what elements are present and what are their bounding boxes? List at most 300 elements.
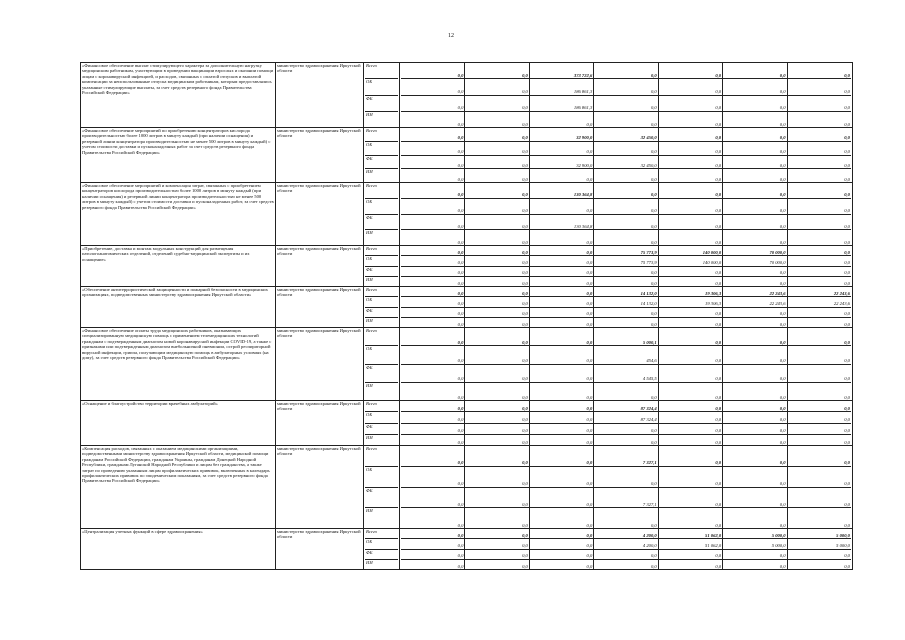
value: 0,0 [659, 183, 723, 198]
value: 0,0 [659, 467, 723, 487]
value: 0,0 [530, 365, 594, 382]
values-cell [400, 128, 853, 183]
value: 32 900,0 [530, 156, 594, 169]
value: 0,0 [465, 365, 529, 382]
values-row [401, 424, 851, 435]
value: 0,0 [401, 529, 465, 538]
value: 0,0 [659, 308, 723, 317]
value: 0,0 [530, 169, 594, 182]
value: 0,0 [659, 328, 723, 345]
value: 130 364,8 [530, 183, 594, 198]
value: 0,0 [530, 401, 594, 411]
values-row [401, 156, 851, 170]
value: 0,0 [844, 405, 850, 411]
value: 0,0 [594, 215, 658, 230]
value: 186 861,3 [530, 79, 594, 94]
value: 0,0 [844, 321, 850, 327]
value: 0,0 [844, 501, 850, 507]
value: 0,0 [465, 79, 529, 94]
funding-source-label: ИИ [366, 111, 373, 117]
funding-source-label: ОБ [365, 79, 398, 95]
value: 0,0 [723, 199, 787, 214]
value: 0,0 [659, 446, 723, 466]
value: 0,0 [401, 412, 465, 422]
responsible-department: министерство здравоохранения Иркутской области [276, 401, 364, 446]
funding-source-label: Всего [365, 287, 398, 297]
funding-sources-cell [364, 401, 400, 446]
value: 0,0 [844, 563, 850, 569]
value: 4 200,0 [594, 539, 658, 548]
value: 0,0 [723, 96, 787, 111]
value: 0,0 [401, 128, 465, 141]
value: 0,0 [465, 63, 529, 78]
value: 0,0 [723, 128, 787, 141]
value: 0,0 [844, 460, 850, 466]
value: 0,0 [530, 142, 594, 155]
value: 0,0 [723, 467, 787, 487]
value: 0,0 [401, 112, 465, 127]
responsible-department: министерство здравоохранения Иркутской области [276, 183, 364, 246]
values-row [401, 215, 851, 231]
value: 0,0 [723, 446, 787, 466]
value: 0,0 [844, 249, 850, 255]
value: 0,0 [844, 439, 850, 445]
value: 0,0 [401, 383, 465, 400]
value: 0,0 [594, 277, 658, 286]
table-row [81, 328, 853, 401]
value: 0,0 [401, 230, 465, 245]
value: 87 324,4 [594, 412, 658, 422]
funding-source-label: ОБ [365, 297, 398, 307]
value: 0,0 [659, 267, 723, 276]
funding-source-label: ФБ [365, 156, 398, 170]
value: 0,0 [844, 376, 850, 382]
funding-source-label: ФБ [365, 267, 398, 277]
values-cell [400, 328, 853, 401]
value: 0,0 [594, 79, 658, 94]
funding-source-label: Всего [365, 183, 398, 199]
values-cell [400, 183, 853, 246]
value: 0,0 [723, 112, 787, 127]
value: 0,0 [723, 328, 787, 345]
funding-source-label: ИИ [366, 434, 373, 440]
activity-description: «Обеспечение антитеррористической защищенности и пожарной безопасности в медицинских организациях, подведомственных министерству здравоохранения Иркутской области» [81, 287, 276, 328]
funding-source-label: ФБ [365, 424, 398, 435]
value: 0,0 [594, 96, 658, 111]
value: 0,0 [530, 230, 594, 245]
value: 0,0 [401, 318, 465, 327]
table-row [81, 128, 853, 183]
values-row [401, 539, 851, 549]
value: 0,0 [659, 199, 723, 214]
value: 0,0 [401, 287, 465, 296]
value: 0,0 [401, 246, 465, 255]
value: 0,0 [659, 508, 723, 528]
value: 0,0 [465, 435, 529, 445]
table-row [81, 63, 853, 128]
funding-source-label: ФБ [365, 96, 398, 112]
value: 0,0 [723, 412, 787, 422]
value: 0,0 [530, 424, 594, 434]
funding-source-label: Всего [365, 328, 398, 346]
value: 0,0 [530, 412, 594, 422]
value: 0,0 [465, 199, 529, 214]
value: 0,0 [465, 142, 529, 155]
value: 0,0 [723, 383, 787, 400]
value: 0,0 [659, 277, 723, 286]
budget-table [80, 62, 853, 570]
value: 0,0 [844, 208, 850, 214]
value: 140 000,0 [659, 256, 723, 265]
value: 0,0 [723, 508, 787, 528]
value: 0,0 [465, 246, 529, 255]
value: 0,0 [723, 142, 787, 155]
value: 0,0 [401, 199, 465, 214]
values-row [401, 328, 851, 346]
value: 0,0 [530, 446, 594, 466]
values-row [401, 287, 851, 297]
value: 0,0 [723, 318, 787, 327]
value: 0,0 [659, 63, 723, 78]
funding-sources-cell [364, 328, 400, 401]
value: 0,0 [530, 277, 594, 286]
funding-source-label: Всего [365, 529, 398, 539]
funding-source-label: ОБ [365, 467, 398, 488]
funding-source-label: ОБ [365, 412, 398, 423]
value: 454,6 [594, 346, 658, 363]
value: 87 324,4 [594, 401, 658, 411]
value: 0,0 [465, 277, 529, 286]
value: 0,0 [530, 560, 594, 569]
value: 0,0 [530, 308, 594, 317]
value: 4 200,0 [594, 529, 658, 538]
activity-description: «Приобретение, доставка и монтаж модульных конструкций для размещения патологоанатомических отделений, отделений судебно-медицинской экспертизы и их оснащение» [81, 246, 276, 287]
value: 0,0 [465, 156, 529, 169]
values-row [401, 446, 851, 467]
value: 0,0 [401, 446, 465, 466]
value: 0,0 [401, 169, 465, 182]
value: 0,0 [659, 79, 723, 94]
value: 0,0 [659, 96, 723, 111]
value: 0,0 [530, 318, 594, 327]
value: 0,0 [594, 169, 658, 182]
value: 0,0 [659, 112, 723, 127]
values-cell [400, 287, 853, 328]
value: 0,0 [659, 142, 723, 155]
activity-description: «Финансовое обеспечение мероприятий по приобретению концентраторов кислорода производительностью более 1000 литров в минуту каждый (при наличии оснащения) и резервной линии концентратора производительностью не менее 500 литров в минуту каждый) с учетом стоимости доставки и пусконаладочных работ за счет средств резервного фонда Правительства Российской Федерации» [81, 128, 276, 183]
funding-source-label: Всего [365, 401, 398, 412]
value: 32 900,0 [530, 128, 594, 141]
value: 0,0 [465, 488, 529, 508]
value: 0,0 [844, 260, 850, 266]
value: 70 000,0 [723, 256, 787, 265]
value: 0,0 [723, 63, 787, 78]
value: 0,0 [594, 383, 658, 400]
funding-source-label: ФБ [365, 488, 398, 509]
value: 0,0 [401, 488, 465, 508]
funding-source-label: ОБ [365, 256, 398, 266]
value: 0,0 [465, 287, 529, 296]
value: 0,0 [844, 239, 850, 245]
values-row [401, 488, 851, 509]
value: 0,0 [844, 311, 850, 317]
value: 14 132,0 [594, 297, 658, 306]
value: 0,0 [465, 446, 529, 466]
value: 0,0 [401, 308, 465, 317]
value: 7 327,1 [594, 488, 658, 508]
value: 0,0 [530, 246, 594, 255]
value: 0,0 [723, 169, 787, 182]
value: 0,0 [844, 105, 850, 111]
values-row [401, 435, 851, 445]
value: 0,0 [594, 467, 658, 487]
values-row [401, 96, 851, 112]
funding-sources-cell [364, 128, 400, 183]
value: 5 000,0 [836, 543, 850, 549]
values-row [401, 308, 851, 318]
value: 5 000,0 [723, 539, 787, 548]
value: 0,0 [401, 424, 465, 434]
value: 0,0 [401, 267, 465, 276]
values-row [401, 63, 851, 79]
value: 0,0 [844, 162, 850, 168]
value: 0,0 [465, 383, 529, 400]
value: 0,0 [401, 401, 465, 411]
value: 4 545,5 [594, 365, 658, 382]
value: 0,0 [465, 467, 529, 487]
value: 0,0 [594, 560, 658, 569]
values-row [401, 560, 851, 569]
value: 0,0 [401, 346, 465, 363]
table-row [81, 401, 853, 446]
activity-description: «Финансовое обеспечение оплаты труда медицинских работников, оказывающих специализированную медицинскую помощь с применением телемедицинских технологий гражданам с подтвержденным диагнозом новой коронавирусной инфекции COVID-19, а также с признаками или подтвержденным диагнозом внебольничной пневмонии, острой респираторной вирусной инфекции, гриппа, получающим медицинскую помощь в амбулаторных условиях (на дому), за счет средств резервного фонда Правительства Российской Федерации» [81, 328, 276, 401]
funding-sources-cell [364, 287, 400, 328]
value: 140 000,0 [659, 246, 723, 255]
value: 0,0 [465, 318, 529, 327]
value: 0,0 [401, 79, 465, 94]
value: 0,0 [844, 481, 850, 487]
value: 0,0 [530, 488, 594, 508]
value: 22 243,6 [723, 297, 787, 306]
value: 130 364,8 [530, 215, 594, 230]
values-row [401, 346, 851, 364]
value: 0,0 [723, 215, 787, 230]
value: 0,0 [844, 358, 850, 364]
page-number: 12 [448, 33, 454, 39]
value: 0,0 [659, 230, 723, 245]
value: 0,0 [844, 428, 850, 434]
value: 0,0 [594, 230, 658, 245]
value: 0,0 [530, 346, 594, 363]
value: 5 000,0 [723, 529, 787, 538]
values-row [401, 297, 851, 307]
value: 0,0 [530, 539, 594, 548]
value: 0,0 [723, 346, 787, 363]
value: 0,0 [844, 394, 850, 400]
value: 0,0 [659, 346, 723, 363]
value: 0,0 [465, 183, 529, 198]
values-row [401, 508, 851, 528]
values-row [401, 112, 851, 127]
value: 0,0 [723, 435, 787, 445]
funding-source-label: ФБ [365, 308, 398, 318]
values-row [401, 256, 851, 266]
value: 0,0 [659, 365, 723, 382]
value: 75 773,9 [594, 246, 658, 255]
value: 0,0 [844, 192, 850, 198]
value: 0,0 [659, 424, 723, 434]
value: 32 450,0 [594, 156, 658, 169]
funding-source-label: ИИ [366, 559, 373, 565]
value: 0,0 [594, 308, 658, 317]
value: 0,0 [659, 435, 723, 445]
value: 70 000,0 [723, 246, 787, 255]
values-row [401, 383, 851, 400]
value: 0,0 [465, 297, 529, 306]
funding-source-label: ИИ [366, 317, 373, 323]
value: 0,0 [659, 128, 723, 141]
funding-source-label: ИИ [366, 382, 373, 388]
value: 0,0 [594, 435, 658, 445]
values-cell [400, 401, 853, 446]
values-row [401, 318, 851, 327]
value: 0,0 [844, 417, 850, 423]
responsible-department: министерство здравоохранения Иркутской области [276, 529, 364, 570]
value: 0,0 [530, 550, 594, 559]
values-cell [400, 63, 853, 128]
value: 0,0 [401, 560, 465, 569]
value: 0,0 [723, 365, 787, 382]
value: 0,0 [594, 142, 658, 155]
value: 0,0 [401, 63, 465, 78]
values-row [401, 230, 851, 245]
values-cell [400, 246, 853, 287]
value: 0,0 [530, 256, 594, 265]
values-cell [400, 446, 853, 529]
value: 0,0 [530, 267, 594, 276]
funding-sources-cell [364, 529, 400, 570]
value: 0,0 [723, 79, 787, 94]
value: 51 062,0 [659, 529, 723, 538]
value: 0,0 [844, 149, 850, 155]
activity-description: «Финансовое обеспечение выплат стимулирующего характера за дополнительную нагрузку медицинским работникам, участвующим в проведении вакцинации взрослых и оказании помощи лицам с коронавирусной инфекцией, и расходов, связанных с оплатой отпусков и выплатой компенсации за неиспользованные отпуска медицинским работникам, которым предоставлялись указанные стимулирующие выплаты, за счет средств резервного фонда Правительства Российской Федерации» [81, 63, 276, 128]
value: 0,0 [465, 96, 529, 111]
value: 0,0 [723, 277, 787, 286]
value: 0,0 [530, 287, 594, 296]
value: 0,0 [530, 435, 594, 445]
value: 0,0 [401, 435, 465, 445]
value: 22 243,6 [833, 301, 850, 307]
value: 0,0 [530, 467, 594, 487]
value: 0,0 [465, 401, 529, 411]
value: 0,0 [659, 215, 723, 230]
values-row [401, 467, 851, 488]
values-row [401, 199, 851, 215]
value: 0,0 [401, 256, 465, 265]
table-row [81, 183, 853, 246]
value: 5 000,1 [594, 328, 658, 345]
value: 0,0 [594, 550, 658, 559]
value: 0,0 [723, 401, 787, 411]
value: 22 243,6 [833, 290, 850, 296]
funding-source-label: ИИ [366, 230, 373, 236]
value: 0,0 [594, 183, 658, 198]
activity-description: «Компенсация расходов, связанных с оказанием медицинскими организациями, подведомственными министерству здравоохранения Иркутской области, медицинской помощи гражданам Российской Федерации, гражданам Украины, гражданам Донецкой Народной Республики, гражданам Луганской Народной Республики и лицам без гражданства, а также затрат по проведению указанным лицам профилактических прививок, включенных в календарь профилактических прививок по эпидемическим показаниям, за счет средств резервного фонда Правительства Российской Федерации» [81, 446, 276, 529]
value: 0,0 [844, 121, 850, 127]
value: 0,0 [530, 328, 594, 345]
values-row [401, 412, 851, 423]
values-row [401, 79, 851, 95]
value: 0,0 [465, 112, 529, 127]
funding-sources-cell [364, 183, 400, 246]
value: 0,0 [594, 424, 658, 434]
value: 0,0 [465, 550, 529, 559]
funding-source-label: ИИ [366, 169, 373, 175]
value: 75 773,9 [594, 256, 658, 265]
value: 0,0 [659, 488, 723, 508]
value: 0,0 [401, 508, 465, 528]
values-row [401, 529, 851, 539]
value: 0,0 [465, 412, 529, 422]
funding-source-label: Всего [365, 446, 398, 467]
value: 0,0 [659, 560, 723, 569]
value: 0,0 [594, 199, 658, 214]
value: 0,0 [465, 529, 529, 538]
value: 0,0 [844, 72, 850, 78]
value: 7 327,1 [594, 446, 658, 466]
value: 0,0 [594, 112, 658, 127]
value: 0,0 [594, 508, 658, 528]
values-cell [400, 529, 853, 570]
values-row [401, 246, 851, 256]
value: 0,0 [465, 256, 529, 265]
value: 0,0 [594, 63, 658, 78]
responsible-department: министерство здравоохранения Иркутской области [276, 328, 364, 401]
values-row [401, 169, 851, 182]
funding-source-label: Всего [365, 128, 398, 142]
value: 0,0 [844, 176, 850, 182]
value: 0,0 [465, 128, 529, 141]
value: 0,0 [594, 318, 658, 327]
value: 0,0 [465, 424, 529, 434]
value: 0,0 [723, 488, 787, 508]
value: 0,0 [723, 308, 787, 317]
value: 0,0 [723, 560, 787, 569]
value: 0,0 [844, 270, 850, 276]
funding-source-label: Всего [365, 63, 398, 79]
value: 0,0 [401, 297, 465, 306]
funding-source-label: ИИ [366, 276, 373, 282]
values-row [401, 365, 851, 383]
value: 0,0 [723, 156, 787, 169]
value: 0,0 [723, 183, 787, 198]
value: 0,0 [401, 365, 465, 382]
value: 186 861,3 [530, 96, 594, 111]
funding-source-label: ФБ [365, 365, 398, 383]
value: 0,0 [401, 156, 465, 169]
value: 0,0 [844, 89, 850, 95]
funding-sources-cell [364, 246, 400, 287]
values-row [401, 277, 851, 286]
value: 5 000,0 [836, 532, 850, 538]
value: 0,0 [844, 135, 850, 141]
table-row [81, 246, 853, 287]
value: 0,0 [401, 550, 465, 559]
value: 0,0 [659, 412, 723, 422]
value: 0,0 [659, 169, 723, 182]
value: 0,0 [465, 308, 529, 317]
value: 0,0 [659, 401, 723, 411]
